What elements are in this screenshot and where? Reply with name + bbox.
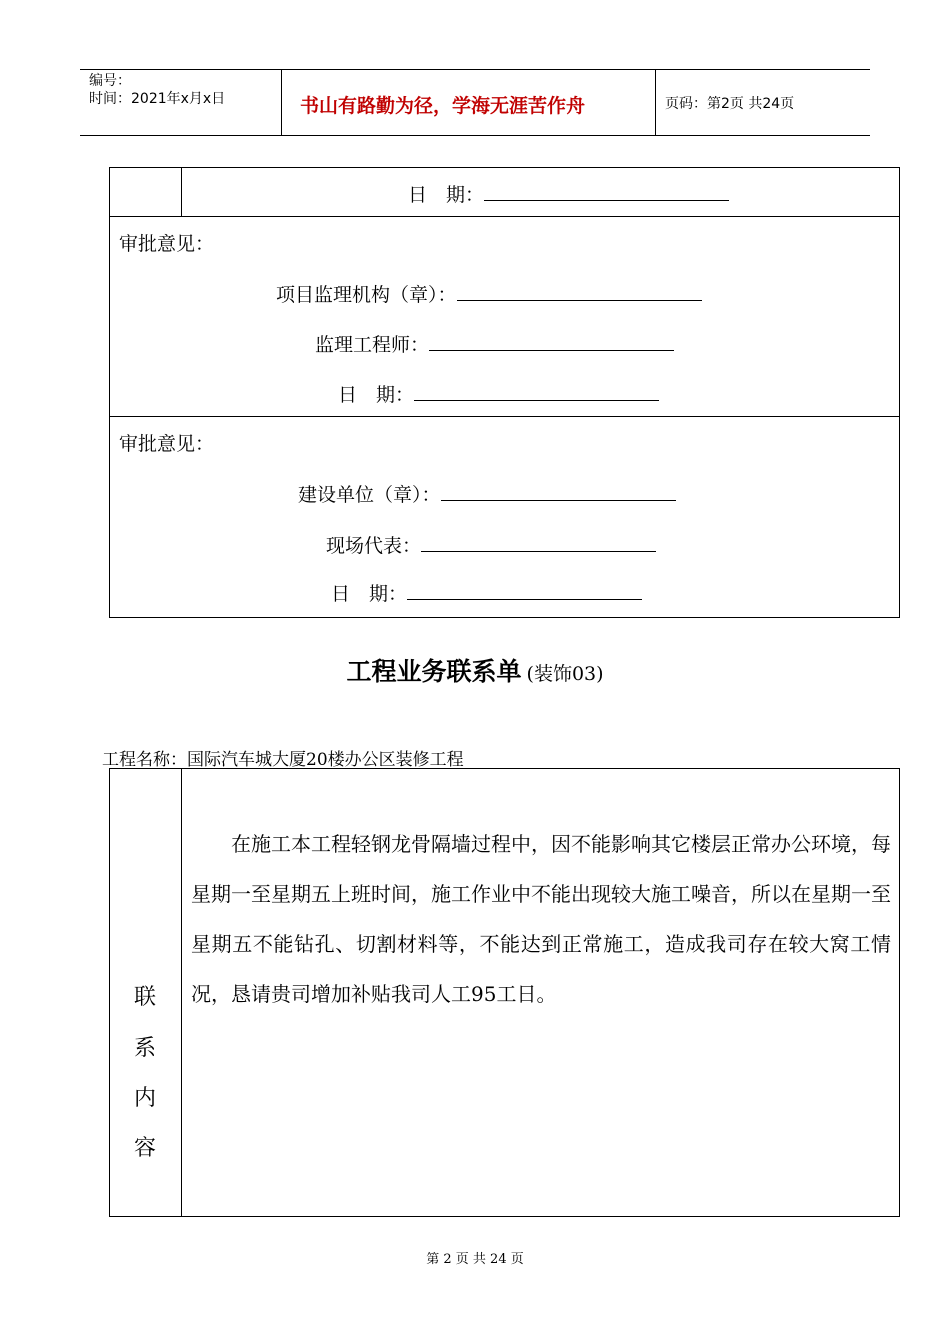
supervising-engineer-field [315,332,674,357]
supervising-engineer-label: 监理工程师： [315,334,430,356]
owner-org-blank[interactable] [441,482,676,501]
contact-content-text: 在施工本工程轻钢龙骨隔墙过程中，因不能影响其它楼层正常办公环境，每星期一至星期五上班时间，施工作业中不能出现较大施工噪音，所以在星期一至星期五不能钻孔、切割材料等，不能达到正常施工，造成我司存在较大窝工情况，恳请贵司增加补贴我司人工95工日。 [191,832,891,1006]
serial-number-label: 编号： [89,73,131,89]
table-row-divider [109,416,900,417]
project-name: 工程名称：国际汽车城大厦20楼办公区装修工程 [102,750,464,770]
approval-heading: 审批意见： [119,233,215,255]
site-representative-label: 现场代表： [326,535,422,557]
date-field [408,182,729,207]
date-blank[interactable] [484,182,729,201]
supervision-date-field [338,382,659,407]
supervision-date-blank[interactable] [414,382,659,401]
approval-heading: 审批意见： [119,433,215,455]
label-char: 容 [134,1136,157,1161]
owner-org-label: 建设单位（章）： [298,484,441,506]
motto-text: 书山有路勤为径，学海无涯苦作舟 [300,95,586,117]
supervision-org-blank[interactable] [457,282,702,301]
header-divider [281,69,282,136]
form-subtitle: (装饰03) [526,663,604,685]
form-title: 工程业务联系单 [346,657,522,686]
document-date: 时间：2021年x月x日 [89,91,226,107]
header-divider [655,69,656,136]
form-title-block [0,652,950,688]
owner-date-field [331,581,642,606]
table-row-divider [109,216,900,217]
supervision-org-label: 项目监理机构（章）： [276,284,457,306]
label-char: 内 [134,1086,157,1111]
owner-org-field [298,482,676,507]
page-footer: 第 2 页 共 24 页 [426,1252,524,1267]
owner-date-blank[interactable] [407,581,642,600]
table-column-divider [181,167,182,216]
owner-date-label: 日 期： [331,583,408,605]
table-column-divider [181,768,182,1217]
label-char: 系 [134,1036,157,1061]
site-representative-field [326,533,656,558]
supervision-date-label: 日 期： [338,384,415,406]
label-char: 联 [134,985,157,1010]
date-label: 日 期： [408,184,485,206]
supervision-org-field [276,282,702,307]
site-representative-blank[interactable] [421,533,656,552]
header-top-rule [80,69,870,70]
header-bottom-rule [80,135,870,136]
supervising-engineer-blank[interactable] [429,332,674,351]
page-info: 页码：第2页 共24页 [665,96,795,112]
